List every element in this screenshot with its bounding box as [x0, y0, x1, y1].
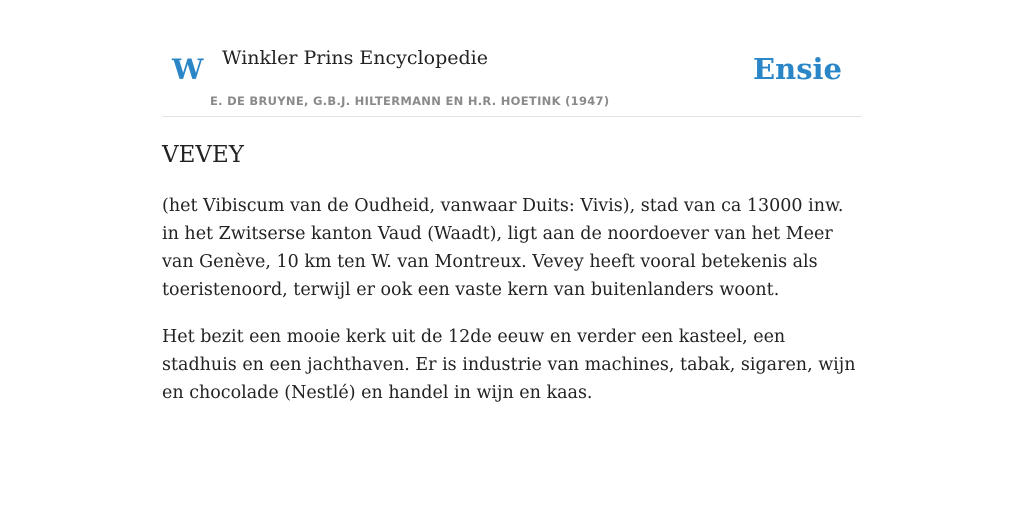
article-title: VEVEY	[162, 142, 244, 168]
brand-logo-link[interactable]: Ensie	[753, 52, 842, 86]
article-paragraph: (het Vibiscum van de Oudheid, vanwaar Duits: Vivis), stad van ca 13000 inw. in het Zwitserse kanton Vaud (Waadt), ligt aan de noordoever van het Meer van Genève, 10 km ten W. van Montreux. Vevey heeft vooral betekenis als toeristenoord, terwijl er ook een vaste kern van buitenlanders woont.	[162, 196, 844, 300]
source-title[interactable]: Winkler Prins Encyclopedie	[222, 47, 488, 69]
article	[162, 140, 862, 407]
source-header	[162, 40, 862, 117]
article-paragraph: Het bezit een mooie kerk uit de 12de eeuw en verder een kasteel, een stadhuis en een jachthaven. Er is industrie van machines, tabak, sigaren, wijn en chocolade (Nestlé) en handel in wijn en kaas.	[162, 327, 856, 403]
source-authors: E. DE BRUYNE, G.B.J. HILTERMANN EN H.R. HOETINK (1947)	[210, 94, 610, 108]
source-logo[interactable]: W	[172, 53, 204, 86]
